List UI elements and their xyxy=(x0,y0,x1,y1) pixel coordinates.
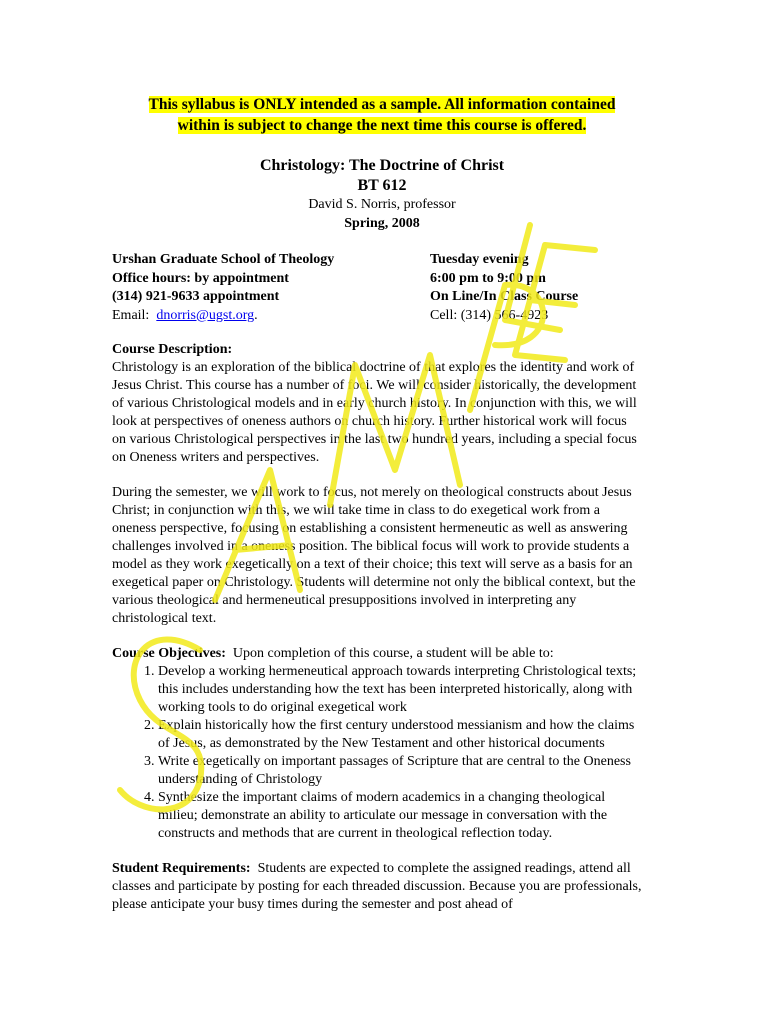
course-code: BT 612 xyxy=(357,177,407,194)
office-phone: (314) 921-9633 appointment xyxy=(112,289,280,304)
description-paragraph-2: During the semester, we will work to focus, not merely on theological constructs about Jesus Christ; in conjunction with this, we will take time in class to do exegetical work from a oneness perspective, focusing on establishing a consistent hermeneutic as well as answering challenges involved in a oneness position. The biblical focus will work to provide students a model as they work exegetically on a text of their choice; this text will serve as a basis for an exegetical paper on Christology. Students will determine not only the biblical context, but the various theological and hermeneutical presuppositions involved in interpreting any christological text. xyxy=(112,485,636,626)
objectives-intro: Upon completion of this course, a student will be able to: xyxy=(232,646,554,661)
objective-item: 4. Synthesize the important claims of modern academics in a changing theological milieu; demonstrate an ability to articulate our message in conversation with the constructs and methods that are current in theological reflection today. xyxy=(158,789,642,843)
objectives-list xyxy=(112,663,642,843)
course-title: Christology: The Doctrine of Christ xyxy=(259,157,505,174)
course-term: Spring, 2008 xyxy=(344,216,420,231)
email-link[interactable]: dnorris@ugst.org xyxy=(156,307,255,323)
objective-item: 2. Explain historically how the first century understood messianism and how the claims of Jesus, as demonstrated by the New Testament and other historical documents xyxy=(158,717,642,753)
sample-notice xyxy=(112,94,652,136)
description-heading: Course Description: xyxy=(112,342,233,357)
email-suffix: . xyxy=(254,307,258,323)
requirements-text: Students are expected to complete the assigned readings, attend all classes and participate by posting for each threaded discussion. Because you are professionals, please anticipate your busy times during the semester and post ahead of xyxy=(112,861,642,912)
class-schedule: Tuesday evening xyxy=(430,252,529,267)
objective-item: 1. Develop a working hermeneutical approach towards interpreting Christological texts; this includes understanding how the text has been interpreted historically, along with working tools to do original exegetical work xyxy=(158,663,642,717)
cell-phone: Cell: (314) 566-4923 xyxy=(430,307,549,323)
objective-item: 3. Write exegetically on important passages of Scripture that are central to the Oneness understanding of Christology xyxy=(158,753,642,789)
email-label: Email: xyxy=(112,307,150,323)
syllabus-body xyxy=(112,341,642,914)
requirements-heading: Student Requirements: xyxy=(112,861,251,876)
sample-notice-line-1: This syllabus is ONLY intended as a sample. All information contained xyxy=(148,96,616,113)
school-name: Urshan Graduate School of Theology xyxy=(112,252,335,267)
office-hours: Office hours: by appointment xyxy=(112,270,289,286)
professor-name: David S. Norris, professor xyxy=(308,197,456,212)
email-line xyxy=(112,307,430,326)
course-title-block xyxy=(112,156,652,233)
objectives-intro-line xyxy=(112,645,642,663)
requirements-paragraph xyxy=(112,860,642,914)
objectives-heading: Course Objectives: xyxy=(112,646,226,661)
course-format: On Line/In Class Course xyxy=(430,289,579,304)
description-paragraph-1: Christology is an exploration of the biblical doctrine of that explores the identity and work of Jesus Christ. This course has a number of foci. We will consider historically, the development of various Christological models and in early church history. In conjunction with this, we will look at perspectives of oneness authors on church history. Further historical work will focus on various Christological perspectives in the last two hundred years, including a special focus on Oneness writers and perspectives. xyxy=(112,360,637,465)
course-info xyxy=(112,251,672,325)
sample-notice-line-2: within is subject to change the next time this course is offered. xyxy=(177,117,587,134)
class-time: 6:00 pm to 9:00 pm xyxy=(430,270,546,286)
